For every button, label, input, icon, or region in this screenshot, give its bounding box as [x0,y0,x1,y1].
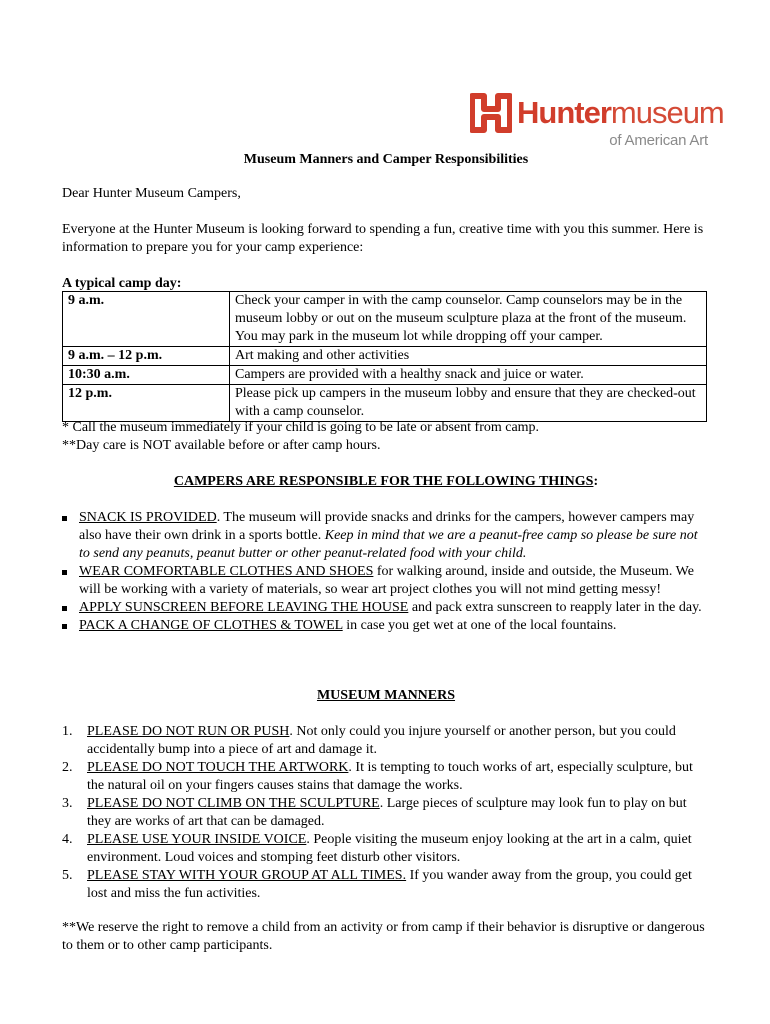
schedule-row [63,292,707,347]
item-text: . The museum will provide snacks and drinks for the campers, however campers may also have their own drink in a sports bottle. [79,510,695,543]
list-item [62,599,710,617]
schedule-row [63,347,707,366]
item-text: in case you get wet at one of the local fountains. [342,618,617,633]
bullet-square-icon [62,606,67,611]
schedule-desc: Campers are provided with a healthy snack and juice or water. [230,366,707,385]
daycare-note: **Day care is NOT available before or after camp hours. [62,438,381,453]
item-heading: PACK A CHANGE OF CLOTHES & TOWEL [79,618,343,633]
manners-list [62,723,710,903]
item-heading: WEAR COMFORTABLE CLOTHES AND SHOES [79,564,374,579]
item-heading: PLEASE DO NOT TOUCH THE ARTWORK [87,760,349,775]
schedule-time: 9 a.m. – 12 p.m. [63,347,230,366]
item-heading: PLEASE STAY WITH YOUR GROUP AT ALL TIMES. [87,868,407,883]
responsibilities-heading [62,473,710,491]
item-heading: APPLY SUNSCREEN BEFORE LEAVING THE HOUSE [79,600,409,615]
hunter-museum-logo [470,92,724,152]
item-italic-note: Keep in mind that we are a peanut-free camp so please be sure not to send any peanuts, peanut butter or other peanut-related food with your child. [79,528,698,561]
bullet-square-icon [62,570,67,575]
item-heading: PLEASE DO NOT CLIMB ON THE SCULPTURE [87,796,380,811]
document-title: Museum Manners and Camper Responsibilities [243,152,529,167]
schedule-time: 10:30 a.m. [63,366,230,385]
greeting: Dear Hunter Museum Campers, [62,186,241,201]
item-text: If you wander away from the group, you could get lost and miss the fun activities. [87,868,692,901]
list-item [62,867,710,903]
item-heading: PLEASE USE YOUR INSIDE VOICE [87,832,307,847]
item-heading: SNACK IS PROVIDED [79,510,217,525]
item-text: . People visiting the museum enjoy looking at the art in a calm, quiet environment. Loud voices and stomping feet disturb other visitors. [87,832,692,865]
responsibilities-heading-text: CAMPERS ARE RESPONSIBLE FOR THE FOLLOWING THINGS [173,474,594,489]
item-text: . Large pieces of sculpture may look fun to play on but they are works of art that can be damaged. [87,796,687,829]
item-text: . Not only could you injure yourself or another person, but you could accidentally bump into a piece of art and damage it. [87,724,676,757]
item-text: . It is tempting to touch works of art, especially sculpture, but the natural oil on your fingers causes stains that damage the works. [87,760,693,793]
schedule-time: 12 p.m. [63,385,230,422]
item-number: 2. [62,760,73,775]
schedule-heading: A typical camp day: [62,276,182,291]
list-item [62,617,710,635]
schedule-time: 9 a.m. [63,292,230,347]
list-item [62,509,710,563]
bullet-square-icon [62,516,67,521]
schedule-row [63,385,707,422]
list-item [62,795,710,831]
intro-paragraph: Everyone at the Hunter Museum is looking forward to spending a fun, creative time with you this summer. Here is information to prepare you for your camp experience: [62,222,704,255]
schedule-row [63,366,707,385]
responsibilities-list [62,509,710,635]
item-number: 4. [62,832,73,847]
bullet-square-icon [62,624,67,629]
late-note: * Call the museum immediately if your child is going to be late or absent from camp. [62,420,540,435]
item-number: 5. [62,868,73,883]
logo-brand-text: Huntermuseum [517,95,724,130]
item-text: for walking around, inside and outside, the Museum. We will be working with a variety of materials, so wear art project clothes you will not mind getting messy! [79,564,694,597]
list-item [62,759,710,795]
item-number: 1. [62,724,73,739]
list-item [62,831,710,867]
hunter-logo-mark-icon [470,92,512,134]
list-item [62,723,710,759]
closing-note: **We reserve the right to remove a child from an activity or from camp if their behavior is disruptive or dangerous to them or to other camp participants. [62,920,705,953]
responsibilities-heading-colon: : [593,474,599,489]
schedule-desc: Check your camper in with the camp counselor. Camp counselors may be in the museum lobby or out on the museum sculpture plaza at the front of the museum. You may park in the museum lot while dropping off your camper. [230,292,707,347]
manners-heading [62,687,710,705]
item-text: and pack extra sunscreen to reapply later in the day. [408,600,702,615]
schedule-desc: Please pick up campers in the museum lobby and ensure that they are checked-out with a camp counselor. [230,385,707,422]
schedule-table [62,291,707,422]
item-heading: PLEASE DO NOT RUN OR PUSH [87,724,290,739]
schedule-desc: Art making and other activities [230,347,707,366]
item-number: 3. [62,796,73,811]
manners-heading-text: MUSEUM MANNERS [316,688,456,703]
list-item [62,563,710,599]
logo-subtitle: of American Art [609,132,708,149]
